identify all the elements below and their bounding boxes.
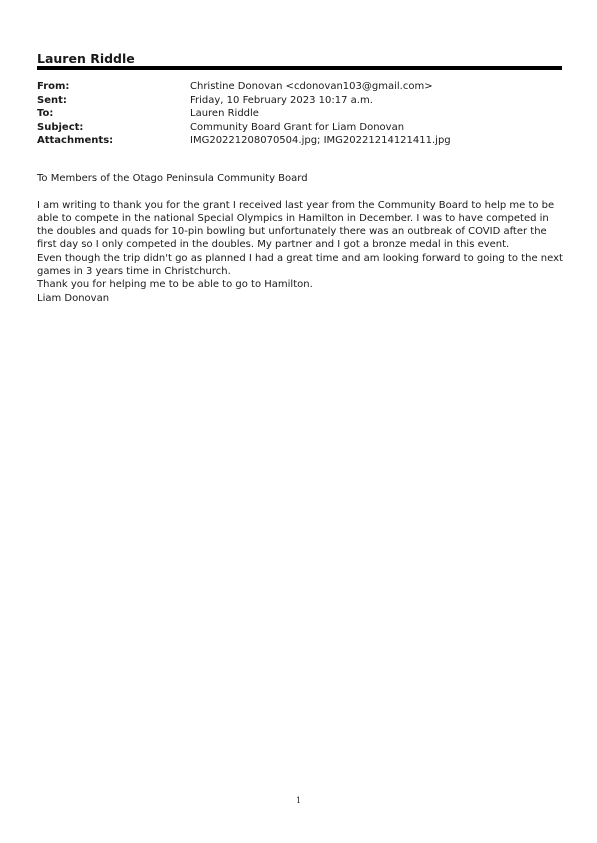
- email-paragraph-3: Thank you for helping me to be able to go to Hamilton.: [37, 279, 313, 291]
- header-label-to: To:: [37, 108, 54, 119]
- email-signature: Liam Donovan: [37, 292, 110, 304]
- header-value-to: Lauren Riddle: [190, 108, 259, 119]
- header-row-to: [37, 107, 562, 121]
- header-value-from: Christine Donovan <cdonovan103@gmail.com>: [190, 81, 433, 92]
- email-body: [37, 172, 565, 305]
- header-row-attachments: [37, 134, 562, 148]
- header-label-attachments: Attachments:: [37, 135, 114, 146]
- header-row-sent: [37, 94, 562, 108]
- header-value-sent: Friday, 10 February 2023 10:17 a.m.: [190, 94, 373, 106]
- header-value-attachments: IMG20221208070504.jpg; IMG20221214121411.jpg: [190, 135, 451, 146]
- email-paragraph-2: Even though the trip didn't go as planned I had a great time and am looking forward to going to the next games in 3 years time in Christchurch.: [37, 252, 563, 278]
- email-header-block: [37, 80, 562, 148]
- email-paragraph-1: I am writing to thank you for the grant I received last year from the Community Board to help me to be able to compete in the national Special Olympics in Hamilton in December. I was to have competed in the doubles and quads for 10-pin bowling but unfortunately there was an outbreak of COVID after the first day so I only competed in the doubles. My partner and I got a bronze medal in this event.: [37, 199, 555, 251]
- email-salutation: To Members of the Otago Peninsula Community Board: [37, 173, 308, 184]
- header-label-sent: Sent:: [37, 94, 67, 106]
- header-divider: [37, 66, 562, 70]
- header-value-subject: Community Board Grant for Liam Donovan: [190, 121, 405, 133]
- mailbox-owner-name: Lauren Riddle: [37, 51, 135, 66]
- header-label-subject: Subject:: [37, 121, 84, 133]
- header-label-from: From:: [37, 81, 70, 92]
- page-number: 1: [295, 796, 302, 805]
- header-row-subject: [37, 121, 562, 135]
- header-row-from: [37, 80, 562, 94]
